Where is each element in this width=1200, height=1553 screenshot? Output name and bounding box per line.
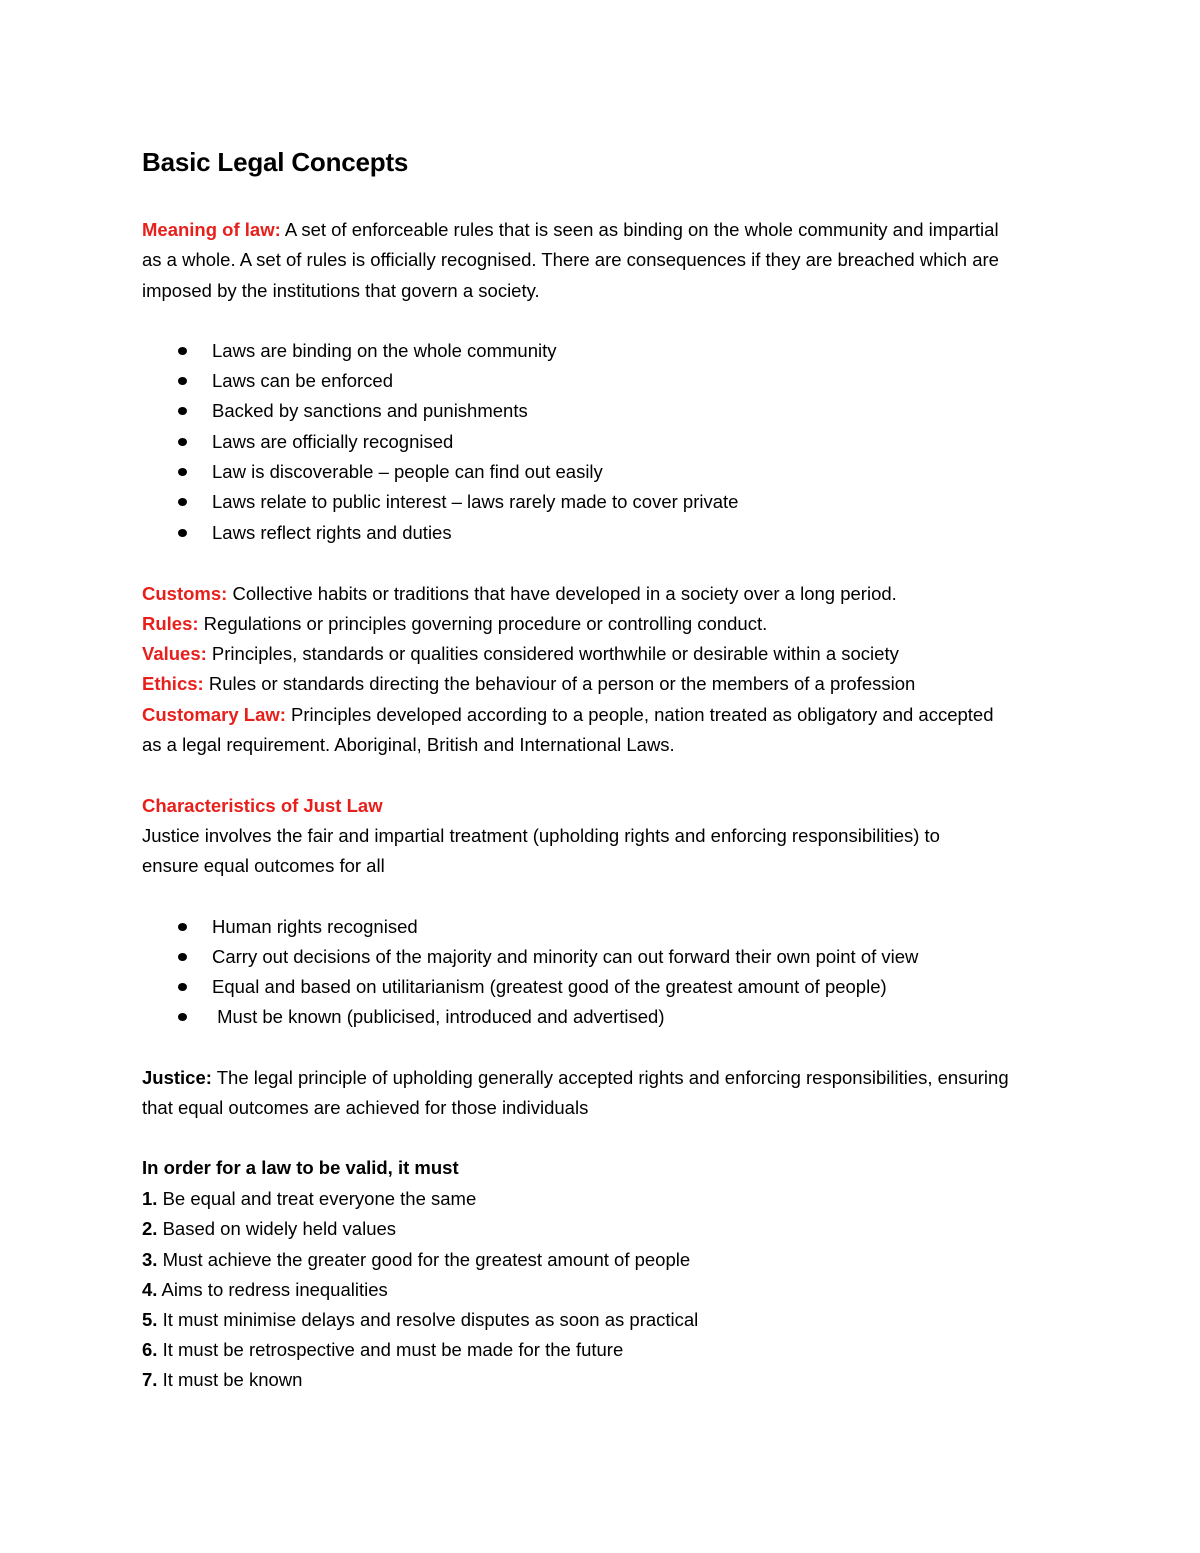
definition-text: Rules or standards directing the behaviour of a person or the members of a profession	[203, 673, 916, 694]
bullet-icon	[178, 407, 187, 415]
meaning-of-law-text: A set of enforceable rules that is seen as binding on the whole community and impartial	[280, 219, 999, 240]
list-item: 6. It must be retrospective and must be made for the future	[142, 1339, 624, 1360]
definition-label: Rules:	[142, 613, 199, 634]
definition-customary-law-continued: as a legal requirement. Aboriginal, British and International Laws.	[142, 734, 675, 755]
definition-customs	[142, 579, 897, 609]
bullet-icon	[178, 1013, 187, 1021]
just-law-heading: Characteristics of Just Law	[142, 795, 383, 816]
meaning-of-law-line-1	[142, 215, 999, 245]
bullet-icon	[178, 468, 187, 476]
bullet-icon	[178, 923, 187, 931]
bullet-icon	[178, 498, 187, 506]
definition-text: Collective habits or traditions that have developed in a society over a long period.	[227, 583, 897, 604]
list-item: 4. Aims to redress inequalities	[142, 1279, 388, 1300]
list-item: 7. It must be known	[142, 1369, 303, 1390]
definition-text: Principles, standards or qualities considered worthwhile or desirable within a society	[206, 643, 899, 664]
definition-rules	[142, 609, 767, 639]
bullet-icon	[178, 377, 187, 385]
list-item: 1. Be equal and treat everyone the same	[142, 1188, 477, 1209]
definition-customary-law	[142, 700, 994, 730]
list-item: 5. It must minimise delays and resolve disputes as soon as practical	[142, 1309, 699, 1330]
definition-text: Regulations or principles governing procedure or controlling conduct.	[198, 613, 768, 634]
bullet-icon	[178, 438, 187, 446]
just-law-description-line-1: Justice involves the fair and impartial treatment (upholding rights and enforcing responsibilities) to	[142, 825, 940, 846]
bullet-icon	[178, 347, 187, 355]
meaning-of-law-line-3: imposed by the institutions that govern a society.	[142, 280, 540, 301]
bullet-icon	[178, 529, 187, 537]
definition-label: Customs:	[142, 583, 228, 604]
definition-label: Values:	[142, 643, 207, 664]
definition-label: Customary Law:	[142, 704, 286, 725]
validity-heading: In order for a law to be valid, it must	[142, 1157, 459, 1178]
justice-definition-line-1	[142, 1063, 1009, 1093]
meaning-of-law-line-2: as a whole. A set of rules is officially recognised. There are consequences if they are breached which are	[142, 249, 999, 270]
list-item: 2. Based on widely held values	[142, 1218, 397, 1239]
just-law-description-line-2: ensure equal outcomes for all	[142, 855, 385, 876]
definition-text: Principles developed according to a people, nation treated as obligatory and accepted	[285, 704, 994, 725]
definition-values	[142, 639, 899, 669]
meaning-of-law-label: Meaning of law:	[142, 219, 281, 240]
page-title: Basic Legal Concepts	[142, 147, 409, 177]
justice-definition-line-2: that equal outcomes are achieved for those individuals	[142, 1097, 589, 1118]
justice-text: The legal principle of upholding generally accepted rights and enforcing responsibilities, ensuring	[211, 1067, 1009, 1088]
definition-ethics	[142, 669, 915, 699]
bullet-icon	[178, 983, 187, 991]
definition-label: Ethics:	[142, 673, 204, 694]
list-item: 3. Must achieve the greater good for the greatest amount of people	[142, 1249, 691, 1270]
bullet-icon	[178, 953, 187, 961]
justice-label: Justice:	[142, 1067, 212, 1088]
